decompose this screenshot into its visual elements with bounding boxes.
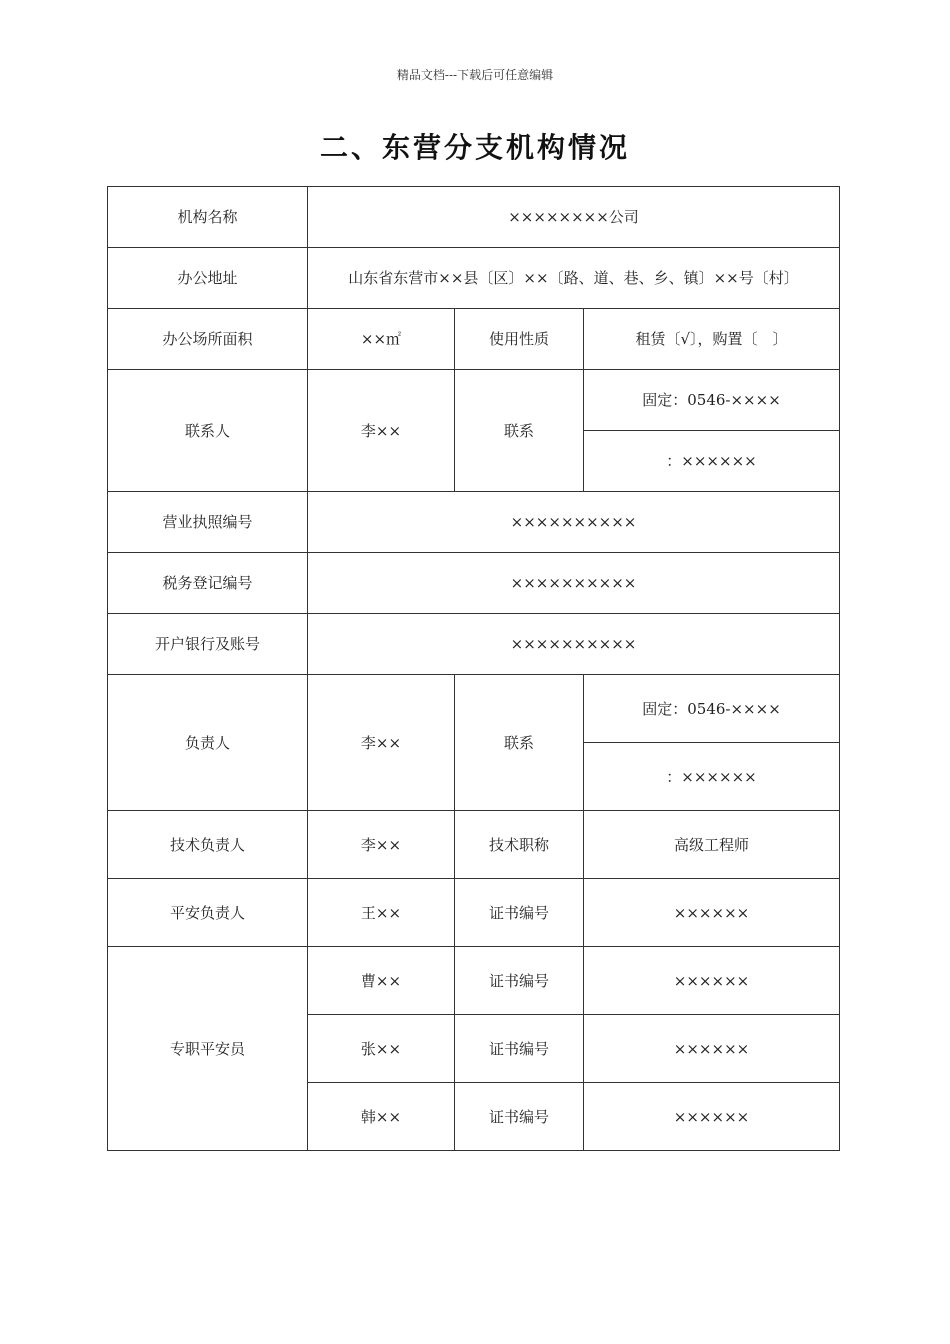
safety-officer-cert-value: ×××××× [584,1083,840,1151]
person-in-charge-name: 李×× [308,675,455,811]
technical-title-label: 技术职称 [455,811,584,879]
safety-officers-label: 专职平安员 [108,947,308,1151]
safety-officer-cert-label: 证书编号 [455,947,584,1015]
business-license-label: 营业执照编号 [108,492,308,553]
page-title: 二、东营分支机构情况 [319,131,630,164]
tax-registration-value: ×××××××××× [308,553,840,614]
bank-account-label: 开户银行及账号 [108,614,308,675]
usage-value: 租赁〔√〕，购置〔 〕 [584,309,840,370]
office-address-label: 办公地址 [108,248,308,309]
office-address-value: 山东省东营市××县〔区〕××〔路、道、巷、乡、镇〕××号〔村〕 [308,248,840,309]
safety-officer-cert-label: 证书编号 [455,1083,584,1151]
safety-lead-cert-label: 证书编号 [455,879,584,947]
row-bank-account [108,614,840,675]
row-safety-lead [108,879,840,947]
safety-officer-name: 韩×× [308,1083,455,1151]
safety-officer-cert-value: ×××××× [584,947,840,1015]
tax-registration-label: 税务登记编号 [108,553,308,614]
person-in-charge-label: 负责人 [108,675,308,811]
contact-person-name: 李×× [308,370,455,492]
person-in-charge-fixed-phone: 固定：0546-×××× [584,675,840,743]
safety-officer-cert-label: 证书编号 [455,1015,584,1083]
row-tax-registration [108,553,840,614]
safety-officer-cert-value: ×××××× [584,1015,840,1083]
technical-lead-name: 李×× [308,811,455,879]
office-area-label: 办公场所面积 [108,309,308,370]
contact-person-contact-label: 联系 [455,370,584,492]
row-office-area [108,309,840,370]
row-contact-fixed [108,370,840,431]
contact-person-label: 联系人 [108,370,308,492]
branch-info-table [107,186,840,1151]
technical-lead-label: 技术负责人 [108,811,308,879]
usage-label: 使用性质 [455,309,584,370]
org-name-label: 机构名称 [108,187,308,248]
row-person-in-charge-fixed [108,675,840,743]
contact-person-fixed-phone: 固定：0546-×××× [584,370,840,431]
safety-officer-name: 张×× [308,1015,455,1083]
row-safety-officer-1 [108,947,840,1015]
row-business-license [108,492,840,553]
contact-person-mobile: ：×××××× [584,431,840,492]
safety-lead-name: 王×× [308,879,455,947]
technical-title-value: 高级工程师 [584,811,840,879]
row-technical-lead [108,811,840,879]
header-note: 精品文档---下载后可任意编辑 [396,68,554,82]
person-in-charge-mobile: ：×××××× [584,743,840,811]
business-license-value: ×××××××××× [308,492,840,553]
row-office-address [108,248,840,309]
org-name-value: ××××××××公司 [308,187,840,248]
safety-lead-label: 平安负责人 [108,879,308,947]
safety-lead-cert-value: ×××××× [584,879,840,947]
person-in-charge-contact-label: 联系 [455,675,584,811]
row-org-name [108,187,840,248]
bank-account-value: ×××××××××× [308,614,840,675]
office-area-value: ××㎡ [308,309,455,370]
safety-officer-name: 曹×× [308,947,455,1015]
